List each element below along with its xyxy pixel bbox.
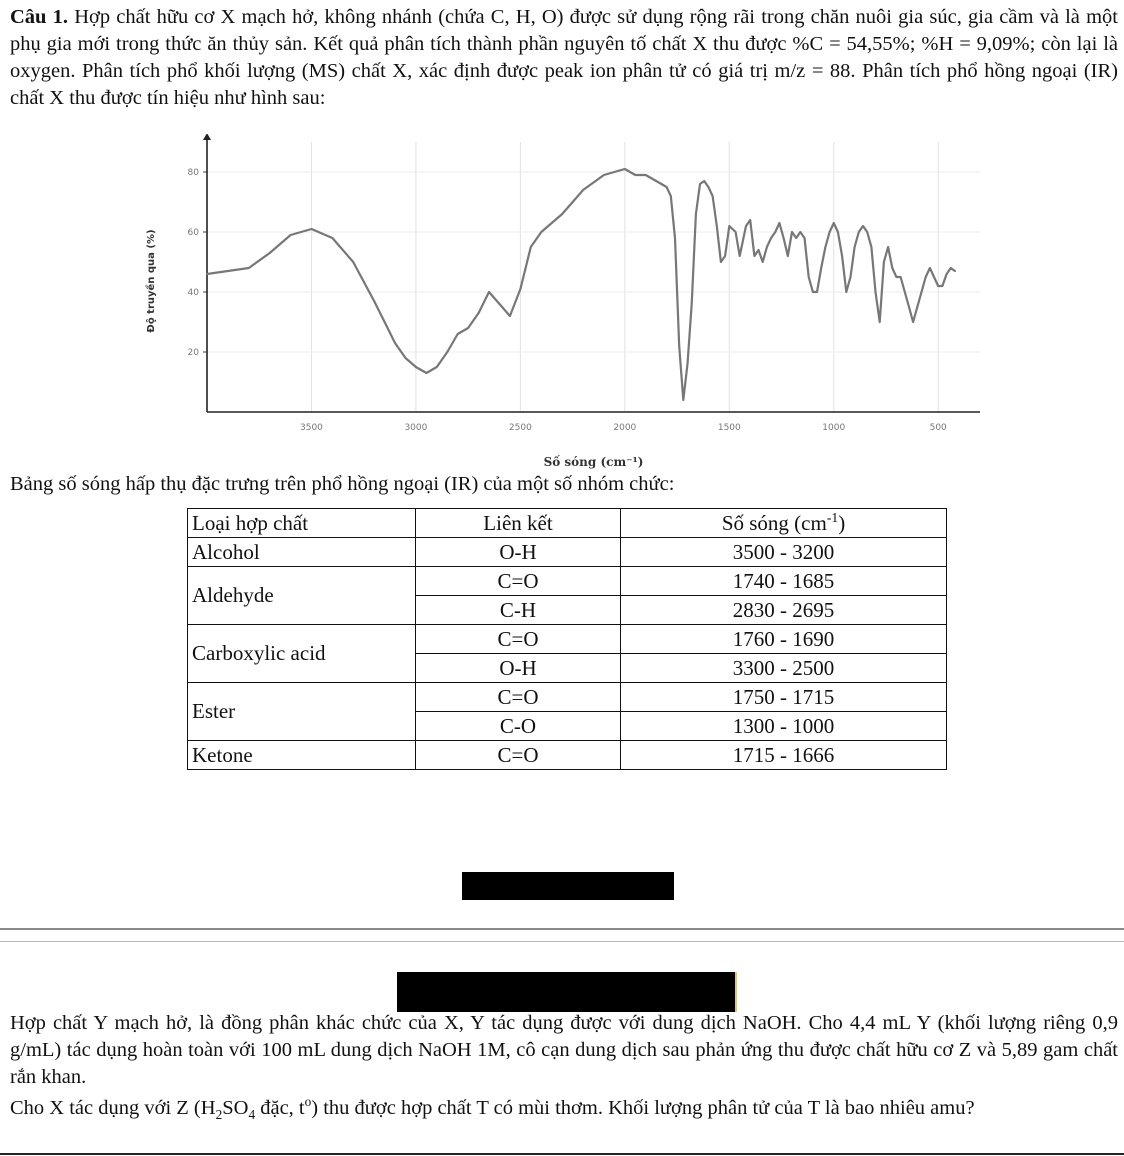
compound-ester: Ester: [188, 683, 416, 741]
paragraph-y: Hợp chất Y mạch hở, là đồng phân khác chức của X, Y tác dụng được với dung dịch NaOH. Cho 4,4 mL Y (khối lượng riêng 0,9 g/mL) tác dụng hoàn toàn với 100 mL dung dịch NaOH 1M, cô cạn dung dịch sau phản ứng thu được chất hữu cơ Z và 5,89 gam chất rắn khan.: [10, 1012, 1118, 1088]
range-cell: 1760 - 1690: [621, 625, 947, 654]
header-wavenumber: Số sóng $(cm^{-1})$: [621, 509, 947, 538]
table-row: [188, 538, 947, 567]
table-header-row: [188, 509, 947, 538]
x-tick-label: 1000: [822, 423, 846, 433]
y-axis-label: Độ truyền qua (%): [146, 229, 157, 333]
x-tick-label: 3000: [404, 423, 428, 433]
divider: [0, 941, 1124, 942]
y-axis-arrow: [203, 134, 211, 140]
paragraph-x: Cho X tác dụng với Z ($H_2SO_4$ đặc, $t^o$) thu được hợp chất T có mùi thơm. Khối lượng phân tử của T là bao nhiêu amu?: [10, 1094, 975, 1123]
range-cell: 2830 - 2695: [621, 596, 947, 625]
range-cell: 1740 - 1685: [621, 567, 947, 596]
compound-ketone: Ketone: [188, 741, 416, 770]
table-row: [188, 567, 947, 596]
divider: [0, 928, 1124, 930]
functional-group-table: [187, 508, 947, 770]
bond-cell: C-H: [416, 596, 621, 625]
x-tick-label: 500: [929, 423, 947, 433]
spectrum-line: [207, 169, 955, 400]
divider: [0, 1153, 1124, 1155]
range-cell: 1300 - 1000: [621, 712, 947, 741]
table-row: [188, 683, 947, 712]
y-tick-label: 80: [187, 168, 199, 178]
compound-carboxylic-acid: Carboxylic acid: [188, 625, 416, 683]
question-label: Câu 1.: [10, 6, 69, 28]
bond-cell: C=O: [416, 625, 621, 654]
range-cell: 3500 - 3200: [621, 538, 947, 567]
table-row: [188, 741, 947, 770]
ir-spectrum-chart: [130, 134, 990, 478]
bond-cell: O-H: [416, 538, 621, 567]
compound-alcohol: Alcohol: [188, 538, 416, 567]
x-tick-label: 3500: [300, 423, 323, 433]
range-cell: 1750 - 1715: [621, 683, 947, 712]
redaction-bar: [397, 972, 737, 1012]
x-axis-label: Số sóng (cm⁻¹): [543, 455, 644, 469]
header-bond: Liên kết: [416, 509, 621, 538]
x-tick-label: 2500: [508, 423, 532, 433]
compound-aldehyde: Aldehyde: [188, 567, 416, 625]
table-caption: Bảng số sóng hấp thụ đặc trưng trên phổ hồng ngoại (IR) của một số nhóm chức:: [10, 473, 675, 495]
y-tick-label: 20: [187, 348, 199, 358]
bond-cell: C=O: [416, 683, 621, 712]
range-cell: 3300 - 2500: [621, 654, 947, 683]
bond-cell: C=O: [416, 741, 621, 770]
header-compound: Loại hợp chất: [188, 509, 416, 538]
bond-cell: C=O: [416, 567, 621, 596]
x-tick-label: 1500: [717, 423, 741, 433]
table-row: [188, 625, 947, 654]
bond-cell: C-O: [416, 712, 621, 741]
y-tick-label: 60: [187, 228, 199, 238]
redaction-bar: [462, 872, 674, 900]
bond-cell: O-H: [416, 654, 621, 683]
y-tick-label: 40: [187, 288, 199, 298]
question-text: Hợp chất hữu cơ X mạch hở, không nhánh (chứa C, H, O) được sử dụng rộng rãi trong chăn nuôi gia súc, gia cầm và là một phụ gia mới trong thức ăn thủy sản. Kết quả phân tích thành phần nguyên tố chất X thu được %C = 54,55%; %H = 9,09%; còn lại là oxygen. Phân tích phổ khối lượng (MS) chất X, xác định được peak ion phân tử có giá trị m/z = 88. Phân tích phổ hồng ngoại (IR) chất X thu được tín hiệu như hình sau:: [10, 6, 1118, 109]
range-cell: 1715 - 1666: [621, 741, 947, 770]
question-paragraph: [10, 4, 1118, 112]
x-tick-label: 2000: [613, 423, 637, 433]
